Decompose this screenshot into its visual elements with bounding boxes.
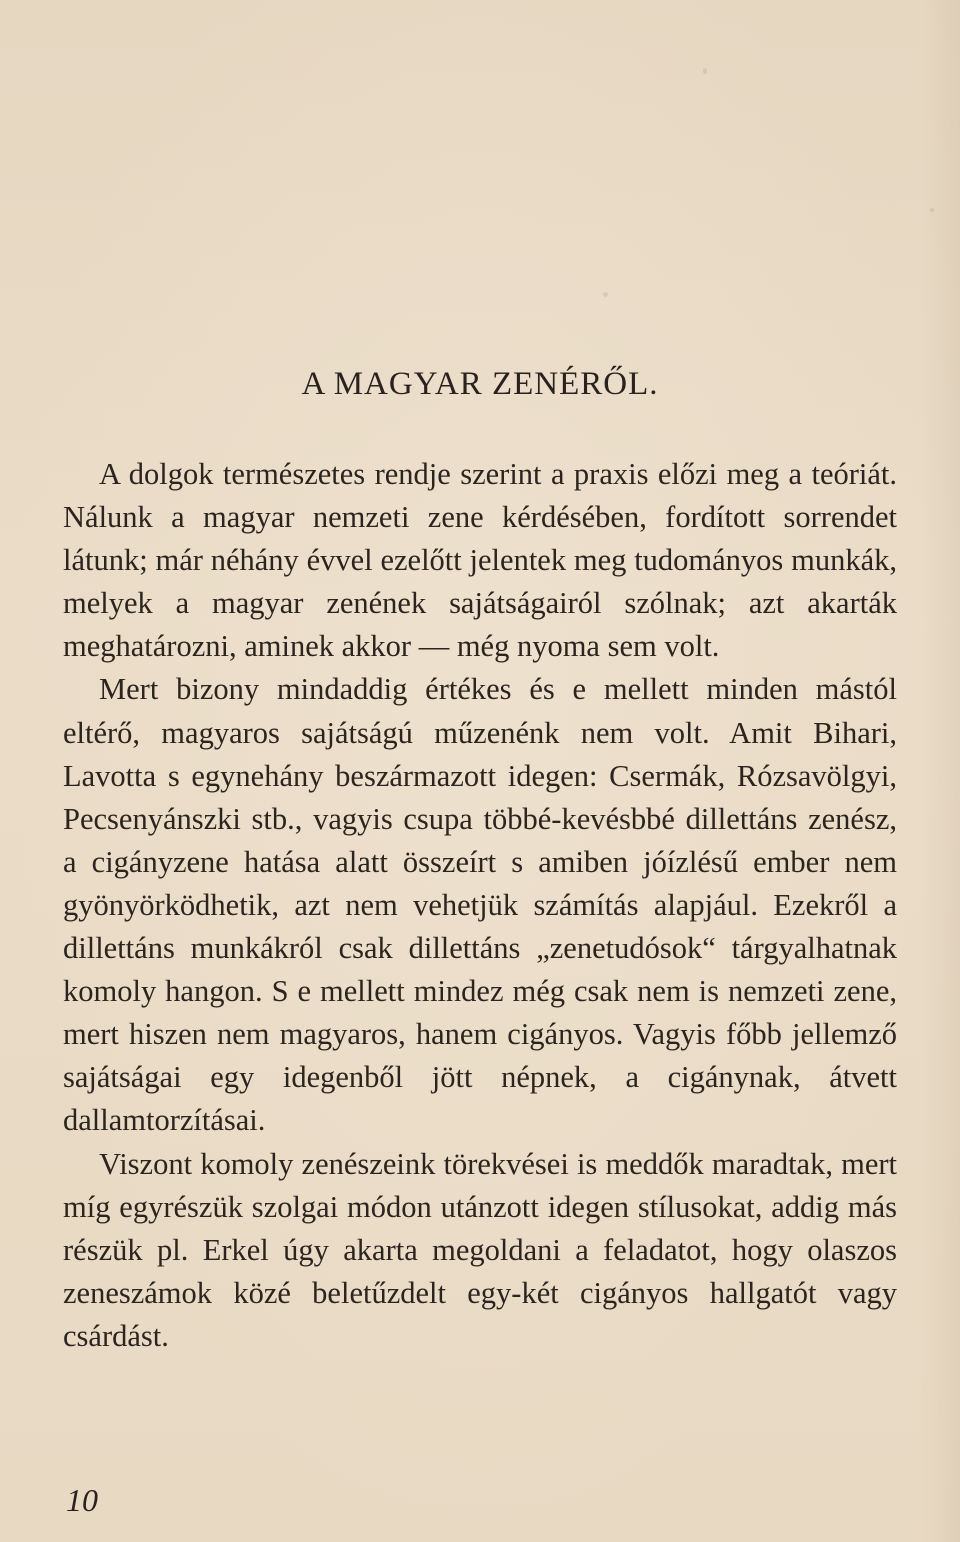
page-edge-shadow [920, 0, 960, 1542]
paper-spot [703, 68, 707, 74]
paragraph-3: Viszont komoly zenészeink törekvései is meddők maradtak, mert míg egyrészük szolgai módon utánzott idegen stílusokat, addig más részük pl. Erkel úgy akarta megoldani a feladatot, hogy olaszos zeneszámok közé beletűzdelt egy-két cigányos hallgatót vagy csárdást. [63, 1146, 897, 1353]
paper-spot [603, 292, 608, 297]
paragraph-2: Mert bizony mindaddig értékes és e mellett minden mástól eltérő, magyaros sajátságú műzenénk nem volt. Amit Bihari, Lavotta s egynehány beszármazott idegen: Csermák, Rózsavölgyi, Pecsenyánszki stb., vagyis csupa többé-kevésbbé dillettáns zenész, a cigányzene hatása alatt összeírt s amiben jóízlésű ember nem gyönyörködhetik, azt nem vehetjük számítás alapjául. Ezekről a dillettáns munkákról csak dillettáns „zenetudósok“ tárgyalhatnak komoly hangon. S e mellett mindez még csak nem is nemzeti zene, mert hiszen nem magyaros, hanem cigányos. Vagyis főbb jellemző sajátságai egy idegenből jött népnek, a cigánynak, átvett dallamtorzításai. [63, 672, 897, 1138]
page-number: 10 [66, 1482, 98, 1518]
paper-spot [930, 208, 934, 212]
body-text [63, 453, 897, 1358]
paragraph-1: A dolgok természetes rendje szerint a praxis előzi meg a teóriát. Nálunk a magyar nemzeti zene kérdésében, fordított sorrendet látunk; már néhány évvel ezelőtt jelentek meg tudományos munkák, melyek a magyar zenének sajátságairól szólnak; azt akarták meghatározni, aminek akkor — még nyoma sem volt. [63, 457, 897, 664]
chapter-title: A MAGYAR ZENÉRŐL. [301, 366, 659, 402]
